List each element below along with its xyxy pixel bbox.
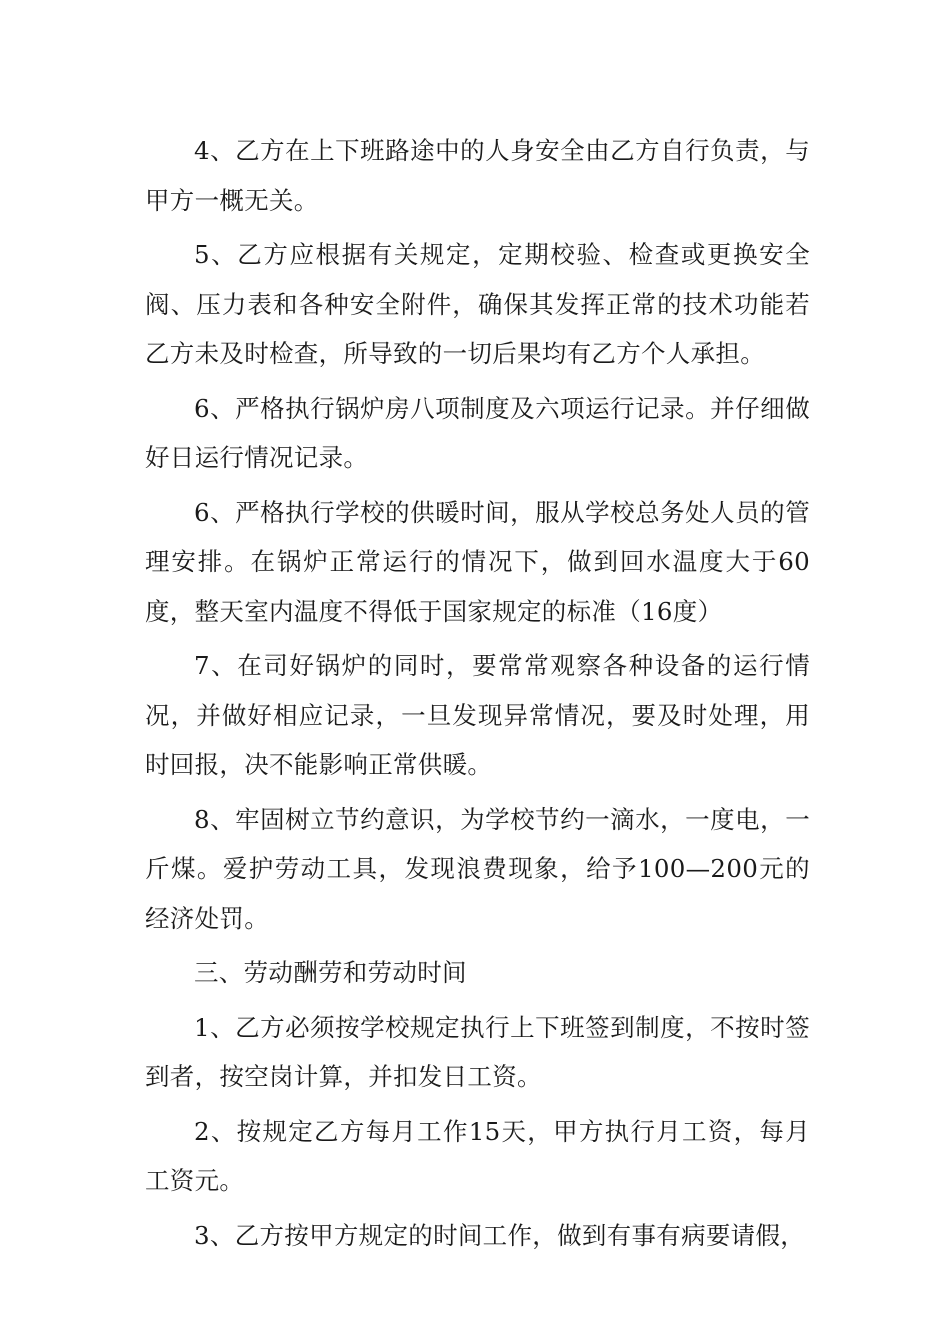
paragraph-boiler-records: 6、严格执行锅炉房八项制度及六项运行记录。并仔细做好日运行情况记录。 — [145, 393, 810, 472]
paragraph-conservation: 8、牢固树立节约意识，为学校节约一滴水，一度电，一斤煤。爱护劳动工具，发现浪费现象，给予100—200元的经济处罚。 — [145, 804, 810, 933]
section-heading-pay-and-hours: 三、劳动酬劳和劳动时间 — [194, 958, 467, 987]
paragraph-heating-schedule: 6、严格执行学校的供暖时间，服从学校总务处人员的管理安排。在锅炉正常运行的情况下，做到回水温度大于60度，整天室内温度不得低于国家规定的标准（16度） — [145, 497, 810, 626]
paragraph-equipment-inspection: 5、乙方应根据有关规定，定期校验、检查或更换安全阀、压力表和各种安全附件，确保其发挥正常的技术功能若乙方未及时检查，所导致的一切后果均有乙方个人承担。 — [145, 240, 810, 368]
paragraph-attendance: 1、乙方必须按学校规定执行上下班签到制度，不按时签到者，按空岗计算，并扣发日工资。 — [145, 1012, 810, 1091]
paragraph-equipment-monitoring: 7、在司好锅炉的同时，要常常观察各种设备的运行情况，并做好相应记录，一旦发现异常情况，要及时处理，用时回报，决不能影响正常供暖。 — [145, 651, 810, 779]
paragraph-work-time: 3、乙方按甲方规定的时间工作，做到有事有病要请假， — [194, 1220, 806, 1250]
paragraph-monthly-wage: 2、按规定乙方每月工作15天，甲方执行月工资，每月工资元。 — [145, 1116, 810, 1195]
paragraph-safety-commute: 4、乙方在上下班路途中的人身安全由乙方自行负责，与甲方一概无关。 — [145, 136, 810, 215]
document-page — [145, 126, 810, 1265]
